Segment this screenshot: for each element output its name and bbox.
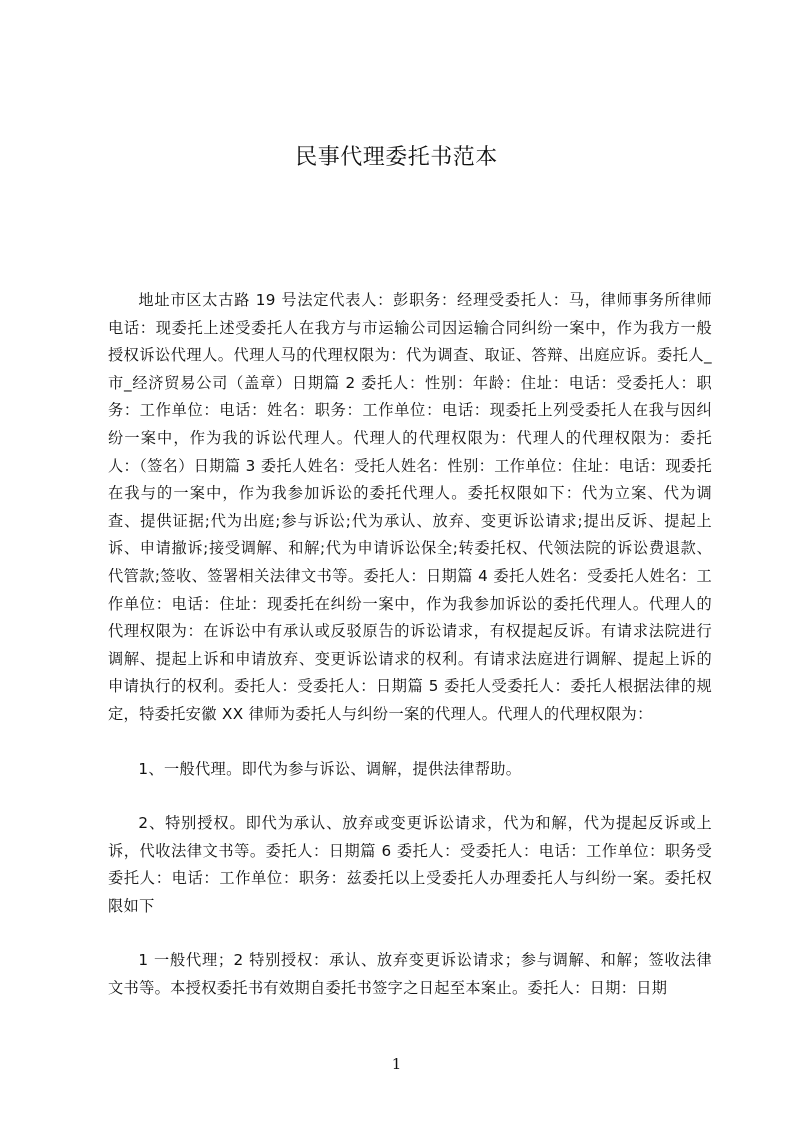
- paragraph-closing: 1 一般代理；2 特别授权：承认、放弃变更诉讼请求；参与调解、和解；签收法律文书等。本授权委托书有效期自委托书签字之日起至本案止。委托人：日期：日期: [108, 951, 712, 998]
- document-title: 民事代理委托书范本: [295, 145, 498, 170]
- paragraph-general-agency: 1、一般代理。即代为参与诉讼、调解，提供法律帮助。: [138, 759, 522, 778]
- paragraph-special-authorization: 2、特别授权。即代为承认、放弃或变更诉讼请求，代为和解，代为提起反诉或上诉，代收法律文书等。委托人：日期篇 6 委托人：受委托人：电话：工作单位：职务受委托人：电话：工作单位：职务：兹委托以上受委托人办理委托人与纠纷一案。委托权限如下: [108, 814, 712, 915]
- paragraph-main: 地址市区太古路 19 号法定代表人：彭职务：经理受委托人：马，律师事务所律师电话：现委托上述受委托人在我方与市运输公司因运输合同纠纷一案中，作为我方一般授权诉讼代理人。代理人马的代理权限为：代为调查、取证、答辩、出庭应诉。委托人_市_经济贸易公司（盖章）日期篇 2 委托人：性别：年龄：住址：电话：受委托人：职务：工作单位：电话：姓名：职务：工作单位：电话：现委托上列受委托人在我与因纠纷一案中，作为我的诉讼代理人。代理人的代理权限为：代理人的代理权限为：委托人：（签名）日期篇 3 委托人姓名：受托人姓名：性别：工作单位：住址：电话：现委托在我与的一案中，作为我参加诉讼的委托代理人。委托权限如下：代为立案、代为调查、提供证据;代为出庭;参与诉讼;代为承认、放弃、变更诉讼请求;提出反诉、提起上诉、申请撤诉;接受调解、和解;代为申请诉讼保全;转委托权、代领法院的诉讼费退款、代管款;签收、签署相关法律文书等。委托人：日期篇 4 委托人姓名：受委托人姓名：工作单位：电话：住址：现委托在纠纷一案中，作为我参加诉讼的委托代理人。代理人的代理权限为：在诉讼中有承认或反驳原告的诉讼请求，有权提起反诉。有请求法院进行调解、提起上诉和申请放弃、变更诉讼请求的权利。有请求法庭进行调解、提起上诉的申请执行的权利。委托人：受委托人：日期篇 5 委托人受委托人：委托人根据法律的规定，特委托安徽 XX 律师为委托人与纠纷一案的代理人。代理人的代理权限为：: [108, 291, 712, 723]
- page-number: 1: [391, 1055, 402, 1073]
- document-body: [108, 287, 712, 1003]
